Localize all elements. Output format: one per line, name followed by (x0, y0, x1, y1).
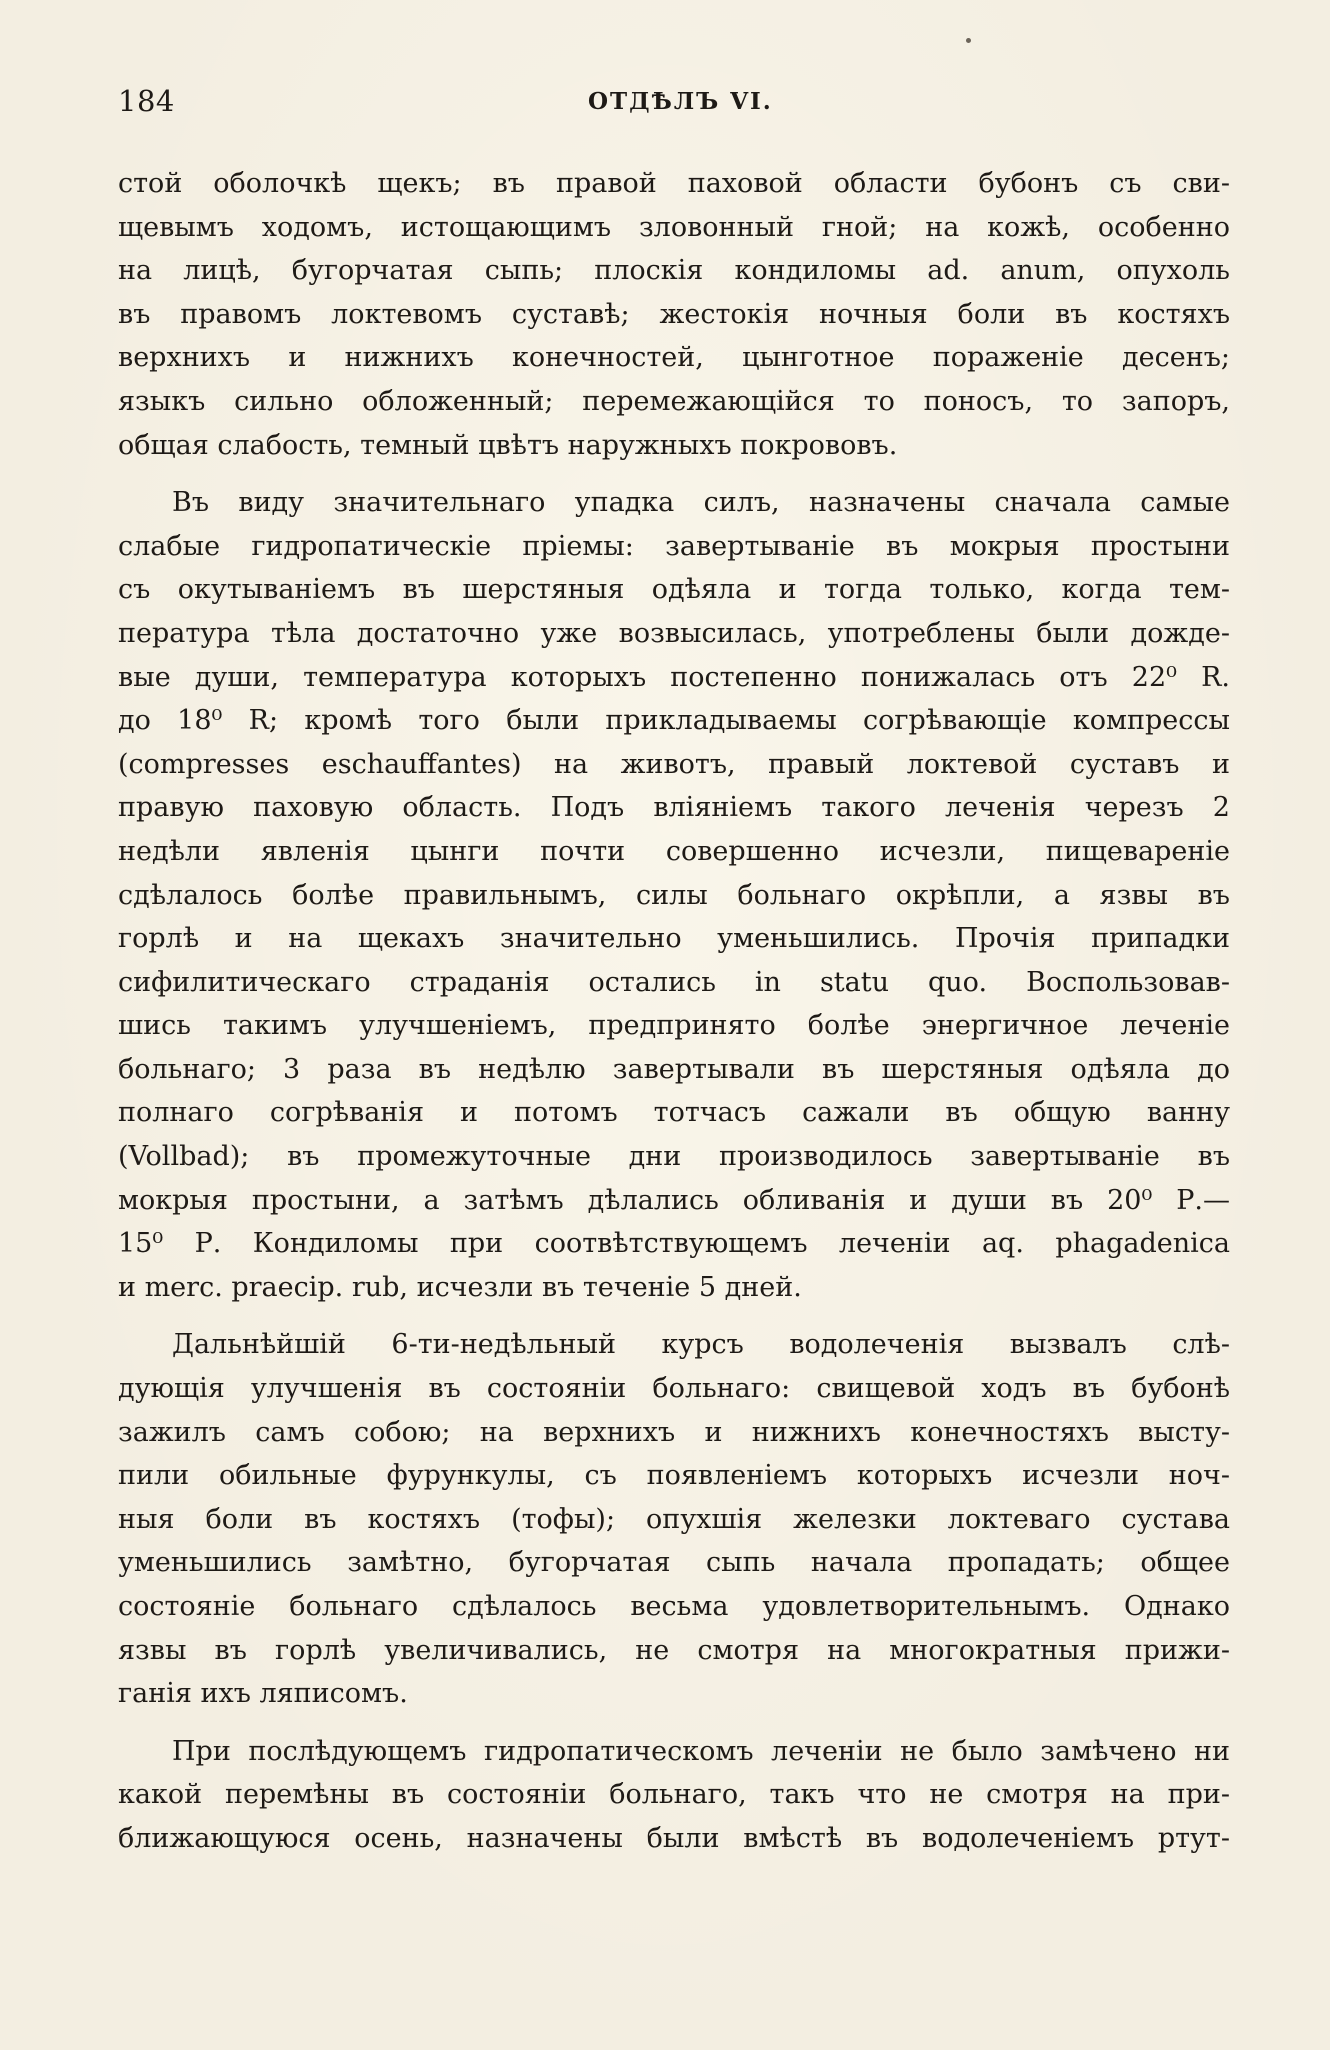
running-title: ОТДѢЛЪ VI. (588, 88, 773, 115)
text-line: дующія улучшенія въ состояніи больнаго: свищевой ходъ въ бубонѣ (118, 1373, 1230, 1405)
text-line: въ правомъ локтевомъ суставѣ; жестокія ночныя боли въ костяхъ (118, 298, 1230, 330)
text-line: язвы въ горлѣ увеличивались, не смотря на многократныя прижи- (118, 1634, 1230, 1666)
text-line: (Vollbad); въ промежуточные дни производилось завертываніе въ (118, 1141, 1230, 1173)
text-line: состояніе больнаго сдѣлалось весьма удовлетворительнымъ. Однако (118, 1591, 1230, 1622)
text-line: При послѣдующемъ гидропатическомъ леченіи не было замѣчено ни (172, 1735, 1230, 1767)
ink-speck (966, 38, 971, 43)
text-line: ближающуюся осень, назначены были вмѣстѣ въ водолеченіемъ ртут- (118, 1822, 1230, 1854)
text-line: до 18⁰ R; кромѣ того были прикладываемы согрѣвающіе компрессы (118, 705, 1230, 737)
page-header (118, 84, 1228, 124)
paragraph-2 (118, 481, 1230, 1309)
text-line: горлѣ и на щекахъ значительно уменьшились. Прочія припадки (118, 923, 1230, 955)
text-line: (compresses eschauffantes) на животъ, правый локтевой суставъ и (118, 748, 1230, 780)
text-line: верхнихъ и нижнихъ конечностей, цынготное пораженіе десенъ; (118, 342, 1230, 374)
paragraph-3 (118, 1323, 1230, 1715)
text-line: уменьшились замѣтно, бугорчатая сыпь начала пропадать; общее (118, 1547, 1230, 1579)
paragraph-1 (118, 162, 1230, 467)
text-line: слабые гидропатическіе пріемы: завертываніе въ мокрыя простыни (118, 530, 1230, 562)
text-line: 15⁰ Р. Кондиломы при соотвѣтствующемъ леченіи aq. phagadenica (118, 1228, 1230, 1260)
text-line: полнаго согрѣванія и потомъ тотчасъ сажали въ общую ванну (118, 1097, 1230, 1129)
text-line: пили обильные фурункулы, съ появленіемъ которыхъ исчезли ноч- (118, 1460, 1230, 1492)
text-line: пература тѣла достаточно уже возвысилась, употреблены были дожде- (118, 617, 1230, 649)
text-line: языкъ сильно обложенный; перемежающійся то поносъ, то запоръ, (118, 385, 1230, 417)
text-line: и merc. praecip. rub, исчезли въ теченіе 5 дней. (118, 1271, 802, 1303)
text-line: стой оболочкѣ щекъ; въ правой паховой области бубонъ съ сви- (118, 168, 1230, 199)
page-number: 184 (118, 84, 175, 118)
text-line: сдѣлалось болѣе правильнымъ, силы больнаго окрѣпли, а язвы въ (118, 879, 1230, 911)
text-line: зажилъ самъ собою; на верхнихъ и нижнихъ конечностяхъ высту- (118, 1416, 1230, 1448)
body-text (118, 162, 1230, 1861)
text-line: ганія ихъ ляписомъ. (118, 1678, 408, 1710)
text-line: шись такимъ улучшеніемъ, предпринято болѣе энергичное леченіе (118, 1010, 1230, 1042)
text-line: сифилитическаго страданія остались in statu quo. Воспользовав- (118, 966, 1230, 998)
text-line: Дальнѣйшій 6-ти-недѣльный курсъ водолеченія вызвалъ слѣ- (172, 1329, 1230, 1361)
paragraph-4 (118, 1730, 1230, 1861)
text-line: недѣли явленія цынги почти совершенно исчезли, пищевареніе (118, 835, 1230, 867)
text-line: съ окутываніемъ въ шерстяныя одѣяла и тогда только, когда тем- (118, 574, 1230, 606)
text-line: вые души, температура которыхъ постепенно понижалась отъ 22⁰ R. (118, 661, 1230, 693)
text-line: на лицѣ, бугорчатая сыпь; плоскія кондиломы ad. anum, опухоль (118, 255, 1230, 287)
text-line: Въ виду значительнаго упадка силъ, назначены сначала самые (172, 487, 1230, 519)
text-line: ныя боли въ костяхъ (тофы); опухшія железки локтеваго сустава (118, 1503, 1230, 1535)
text-line: больнаго; 3 раза въ недѣлю завертывали въ шерстяныя одѣяла до (118, 1053, 1230, 1085)
text-line: какой перемѣны въ состояніи больнаго, такъ что не смотря на при- (118, 1779, 1230, 1811)
text-line: мокрыя простыни, а затѣмъ дѣлались обливанія и души въ 20⁰ Р.— (118, 1184, 1230, 1216)
text-line: правую паховую область. Подъ вліяніемъ такого леченія черезъ 2 (118, 792, 1230, 824)
text-line: щевымъ ходомъ, истощающимъ зловонный гной; на кожѣ, особенно (118, 211, 1230, 243)
text-line: общая слабость, темный цвѣтъ наружныхъ покрововъ. (118, 429, 898, 461)
